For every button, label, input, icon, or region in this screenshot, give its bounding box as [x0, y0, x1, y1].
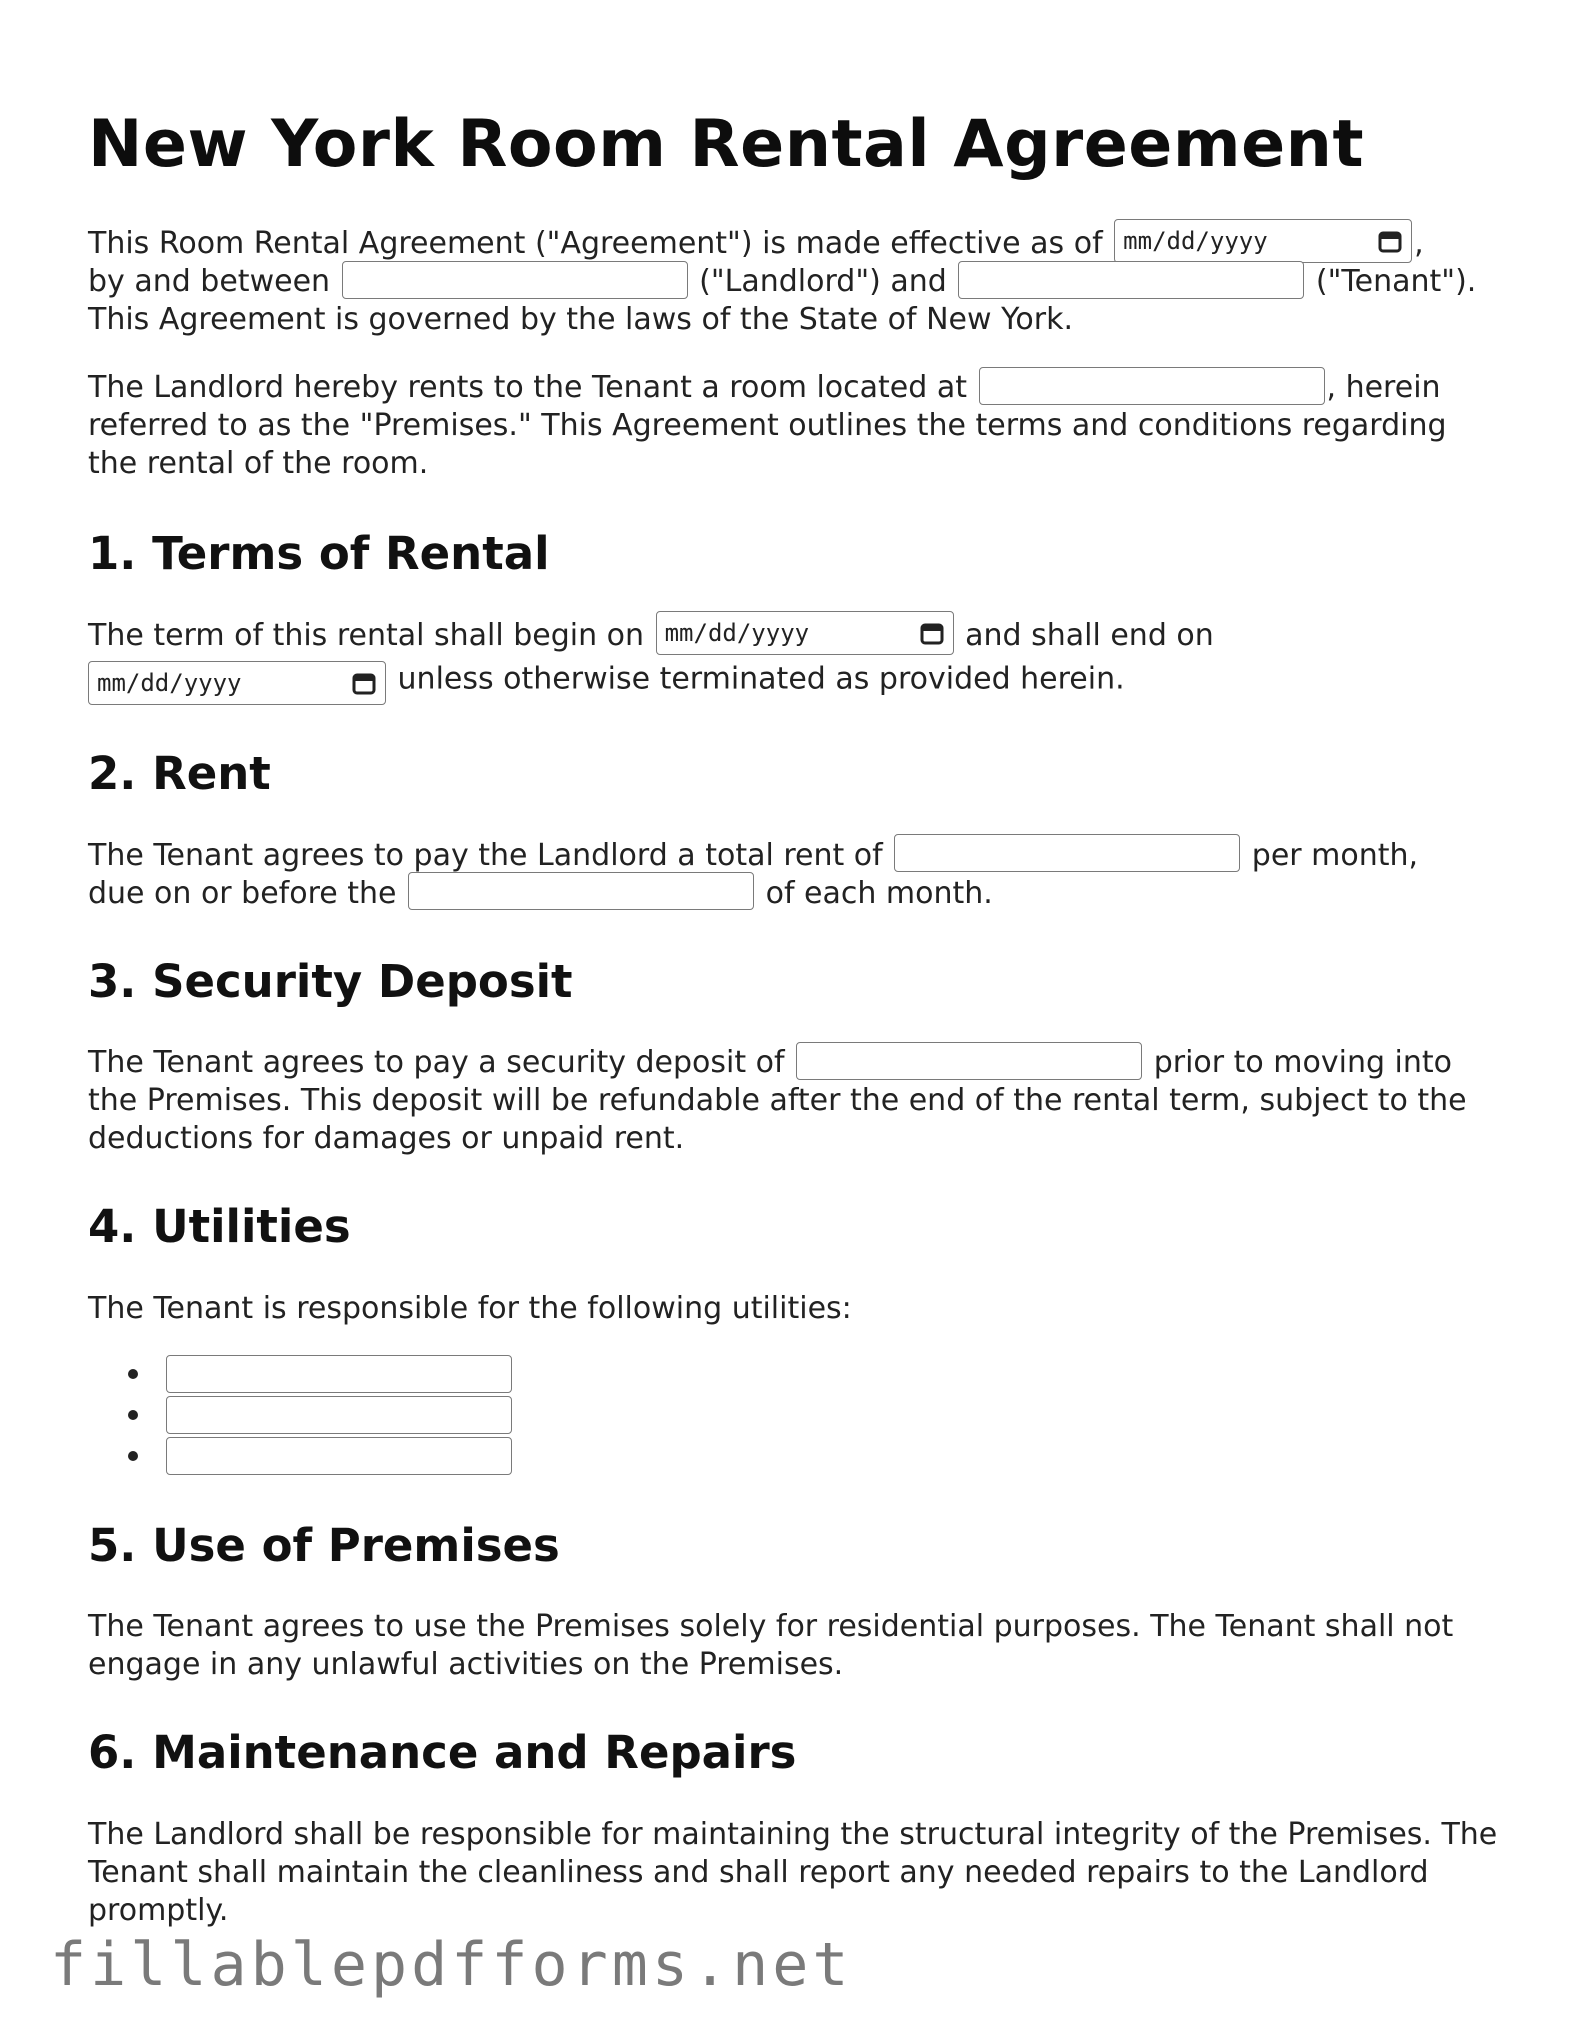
tenant-name-input[interactable]	[958, 261, 1304, 299]
use-paragraph: The Tenant agrees to use the Premises solely for residential purposes. The Tenant shall not engage in any unlawful activities on the Premises.	[88, 1609, 1454, 1683]
section-heading-use: 5. Use of Premises	[88, 1518, 560, 1572]
section-heading-deposit: 3. Security Deposit	[88, 954, 573, 1008]
list-item	[128, 1395, 1498, 1436]
intro-text: This Room Rental Agreement ("Agreement") is made effective as of	[88, 225, 1103, 261]
terms-text: and shall end on	[965, 617, 1214, 653]
date-placeholder: mm/dd/yyyy	[1123, 227, 1268, 256]
date-placeholder: mm/dd/yyyy	[97, 669, 242, 698]
intro-text: ,	[1414, 225, 1424, 261]
start-date-input[interactable]	[656, 611, 954, 655]
utility-input-3[interactable]	[166, 1437, 512, 1475]
calendar-icon[interactable]	[351, 670, 377, 696]
deposit-paragraph	[88, 1044, 1498, 1158]
deposit-amount-input[interactable]	[796, 1042, 1142, 1080]
section-heading-maintenance: 6. Maintenance and Repairs	[88, 1726, 797, 1780]
rent-due-day-input[interactable]	[408, 872, 754, 910]
landlord-name-input[interactable]	[342, 261, 688, 299]
deposit-text: prior to moving into the Premises. This deposit will be refundable after the end of the rental term, subject to the deductions for damages or unpaid rent.	[88, 1045, 1467, 1157]
date-placeholder: mm/dd/yyyy	[664, 619, 810, 648]
list-item	[128, 1354, 1498, 1395]
terms-paragraph	[88, 617, 1498, 706]
calendar-icon[interactable]	[919, 620, 945, 646]
utilities-paragraph: The Tenant is responsible for the following utilities:	[88, 1290, 852, 1326]
rent-text: due on or before the	[88, 875, 397, 911]
maintenance-paragraph: The Landlord shall be responsible for maintaining the structural integrity of the Premises. The Tenant shall maintain the cleanliness and shall report any needed repairs to the Landlord promptly.	[88, 1816, 1498, 1928]
rent-amount-input[interactable]	[894, 834, 1240, 872]
effective-date-input[interactable]	[1114, 219, 1412, 263]
rent-text: The Tenant agrees to pay the Landlord a total rent of	[88, 837, 883, 873]
section-heading-utilities: 4. Utilities	[88, 1200, 351, 1254]
utilities-list	[88, 1354, 1498, 1477]
premises-text: The Landlord hereby rents to the Tenant a room located at	[88, 370, 967, 406]
premises-text: , herein referred to as the "Premises." This Agreement outlines the terms and conditions regarding the rental of the room.	[88, 370, 1447, 482]
page-title: New York Room Rental Agreement	[88, 107, 1365, 182]
terms-text: The term of this rental shall begin on	[88, 617, 645, 653]
utility-input-2[interactable]	[166, 1396, 512, 1434]
bullet-icon	[128, 1410, 138, 1420]
rent-paragraph	[88, 837, 1498, 913]
rent-text: per month,	[1251, 837, 1419, 873]
intro-text: ("Landlord") and	[699, 264, 947, 300]
premises-paragraph	[88, 369, 1498, 483]
calendar-icon[interactable]	[1377, 228, 1403, 254]
bullet-icon	[128, 1369, 138, 1379]
list-item	[128, 1436, 1498, 1477]
section-heading-rent: 2. Rent	[88, 747, 271, 801]
terms-text: unless otherwise terminated as provided herein.	[397, 661, 1125, 697]
intro-text: ("Tenant").	[1315, 264, 1477, 300]
intro-text: This Agreement is governed by the laws of the State of New York.	[88, 302, 1074, 338]
intro-text: by and between	[88, 264, 331, 300]
intro-paragraph	[88, 225, 1498, 340]
watermark: fillablepdfforms.net	[50, 1930, 853, 2000]
utility-input-1[interactable]	[166, 1355, 512, 1393]
deposit-text: The Tenant agrees to pay a security deposit of	[88, 1045, 785, 1081]
section-heading-terms: 1. Terms of Rental	[88, 527, 550, 581]
room-address-input[interactable]	[979, 367, 1325, 405]
document	[88, 108, 1498, 1956]
bullet-icon	[128, 1451, 138, 1461]
rent-text: of each month.	[765, 875, 993, 911]
end-date-input[interactable]	[88, 661, 386, 705]
